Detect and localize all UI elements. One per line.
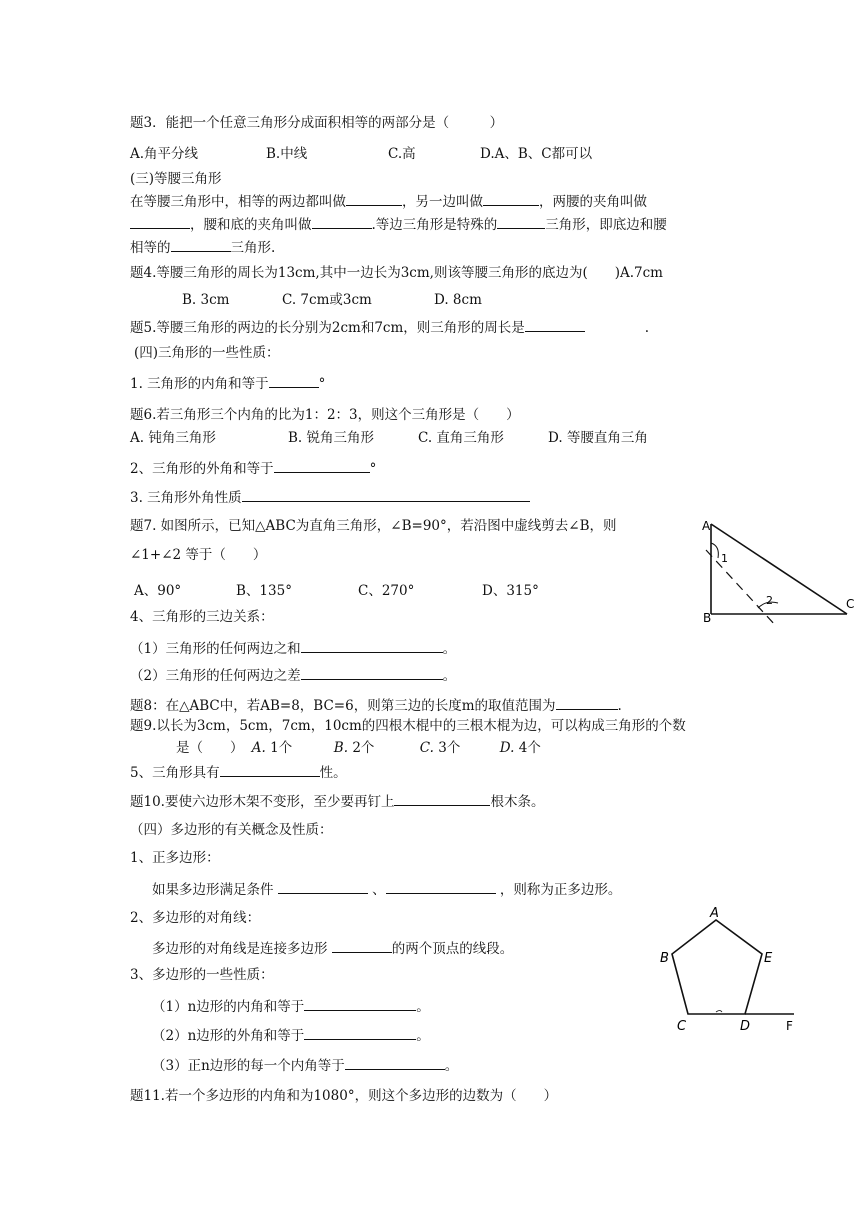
q6-option-a: A. 钝角三角形: [130, 430, 216, 446]
diagonal-title: 2、多边形的对角线：: [130, 910, 261, 926]
polygon-interior-sum: （1）n边形的内角和等于 。: [152, 996, 430, 1016]
property-3: 3. 三角形外角性质: [130, 487, 530, 507]
blank: [278, 879, 368, 894]
pentagon-vertex-c: C: [677, 1019, 687, 1034]
blank: [346, 191, 402, 206]
q9-option-c: C. 3个: [419, 740, 461, 756]
blank: [483, 191, 539, 206]
regular-polygon-title: 1、正多边形：: [130, 850, 220, 866]
q3-stem: 题3．能把一个任意三角形分成面积相等的两部分是（ ）: [130, 115, 504, 131]
isosceles-line-3: 相等的 三角形.: [130, 237, 275, 257]
pentagon-vertex-b: B: [660, 951, 669, 966]
q11-stem: 题11.若一个多边形的内角和为1080°，则这个多边形的边数为（ ）: [130, 1088, 558, 1104]
q3-option-d: D.A、B、C都可以: [480, 146, 593, 162]
blank: [525, 317, 585, 332]
q9-stem-line-2: 是（ ） A. 1个 B. 2个 C. 3个 D. 4个: [176, 740, 541, 756]
blank: [556, 695, 618, 710]
blank: [304, 996, 416, 1011]
blank: [345, 1055, 445, 1070]
q5-stem: 题5.等腰三角形的两边的长分别为2cm和7cm，则三角形的周长是 .: [130, 317, 649, 337]
q7-option-c: C、270°: [358, 583, 415, 599]
q6-option-d: D. 等腰直角三角: [548, 430, 648, 446]
property-5: 5、三角形具有 性。: [130, 762, 347, 782]
q6-option-c: C. 直角三角形: [418, 430, 504, 446]
regular-polygon-definition: 如果多边形满足条件 、 ，则称为正多边形。: [152, 879, 621, 899]
blank: [269, 373, 319, 388]
isosceles-line-2: ，腰和底的夹角叫做 .等边三角形是特殊的 三角形，即底边和腰: [130, 214, 667, 234]
q3-option-c: C.高: [388, 146, 416, 162]
q9-option-d: D. 4个: [499, 740, 541, 756]
diagonal-definition: 多边形的对角线是连接多边形 的两个顶点的线段。: [152, 938, 513, 958]
q7-option-b: B、135°: [236, 583, 292, 599]
vertex-c-label: C: [846, 597, 855, 611]
property-2: 2、三角形的外角和等于 °: [130, 458, 376, 478]
section-isosceles-title: (三)等腰三角形: [130, 171, 222, 187]
q4-stem: 题4.等腰三角形的周长为13cm,其中一边长为3cm,则该等腰三角形的底边为( )A.7cm: [130, 265, 663, 281]
vertex-b-label: B: [703, 611, 712, 625]
section-triangle-properties-title: (四)三角形的一些性质：: [134, 345, 280, 361]
q4-option-b: B. 3cm: [182, 292, 230, 308]
q4-option-d: D. 8cm: [434, 292, 482, 308]
section-polygon-title: （四）多边形的有关概念及性质：: [130, 822, 333, 838]
polygon-properties-title: 3、多边形的一些性质：: [130, 967, 274, 983]
q7-option-d: D、315°: [482, 583, 539, 599]
q6-stem: 题6.若三角形三个内角的比为1：2：3，则这个三角形是（ ）: [130, 407, 520, 423]
blank: [220, 762, 320, 777]
point-f-label: F: [786, 1019, 793, 1033]
q4-option-c: C. 7cm或3cm: [282, 292, 372, 308]
blank: [497, 214, 545, 229]
q8-stem: 题8：在△ABC中，若AB=8，BC=6，则第三边的长度m的取值范围为 .: [130, 695, 622, 715]
pentagon-vertex-d: D: [740, 1019, 751, 1034]
blank: [171, 237, 231, 252]
angle-2-label: 2: [766, 594, 773, 607]
vertex-a-label: A: [702, 519, 711, 533]
q4-options: [182, 291, 482, 309]
q3-options: [130, 145, 592, 163]
q6-options: [130, 429, 648, 447]
blank: [304, 1025, 416, 1040]
blank: [386, 879, 496, 894]
blank: [394, 791, 490, 806]
isosceles-line-1: 在等腰三角形中，相等的两边都叫做 ，另一边叫做 ，两腰的夹角叫做: [130, 191, 647, 211]
pentagon-vertex-a: A: [710, 906, 719, 921]
angle-1-label: 1: [721, 552, 728, 565]
property-4-difference: （2）三角形的任何两边之差 。: [130, 665, 456, 685]
q7-option-a: A、90°: [134, 583, 182, 599]
q7-stem-line-1: 题7. 如图所示，已知△ABC为直角三角形，∠B=90°，若沿图中虚线剪去∠B，则: [130, 518, 617, 534]
q7-stem-line-2: ∠1+∠2 等于（ ）: [130, 547, 267, 563]
blank: [274, 458, 370, 473]
blank: [301, 638, 443, 653]
q3-option-b: B.中线: [266, 146, 308, 162]
blank: [332, 938, 392, 953]
blank: [242, 487, 530, 502]
property-1: 1. 三角形的内角和等于 °: [130, 373, 325, 393]
q3-option-a: A.角平分线: [130, 146, 199, 162]
property-4-title: 4、三角形的三边关系：: [130, 609, 274, 625]
blank: [301, 665, 443, 680]
regular-polygon-interior-angle: （3）正n边形的每一个内角等于 。: [152, 1055, 458, 1075]
pentagon-figure: [650, 902, 810, 1036]
pentagon-vertex-e: E: [764, 951, 773, 966]
q9-option-a: A. 1个: [251, 740, 293, 756]
q6-option-b: B. 锐角三角形: [288, 430, 375, 446]
q9-option-b: B. 2个: [333, 740, 375, 756]
polygon-exterior-sum: （2）n边形的外角和等于 。: [152, 1025, 430, 1045]
q7-options: [134, 582, 539, 600]
property-4-sum: （1）三角形的任何两边之和 。: [130, 638, 456, 658]
right-triangle-figure: [690, 510, 860, 636]
blank: [312, 214, 372, 229]
blank: [130, 214, 190, 229]
q10-stem: 题10.要使六边形木架不变形，至少要再钉上 根木条。: [130, 791, 544, 811]
q9-stem-line-1: 题9.以长为3cm，5cm，7cm，10cm的四根木棍中的三根木棍为边，可以构成三角形的个数: [130, 718, 686, 734]
